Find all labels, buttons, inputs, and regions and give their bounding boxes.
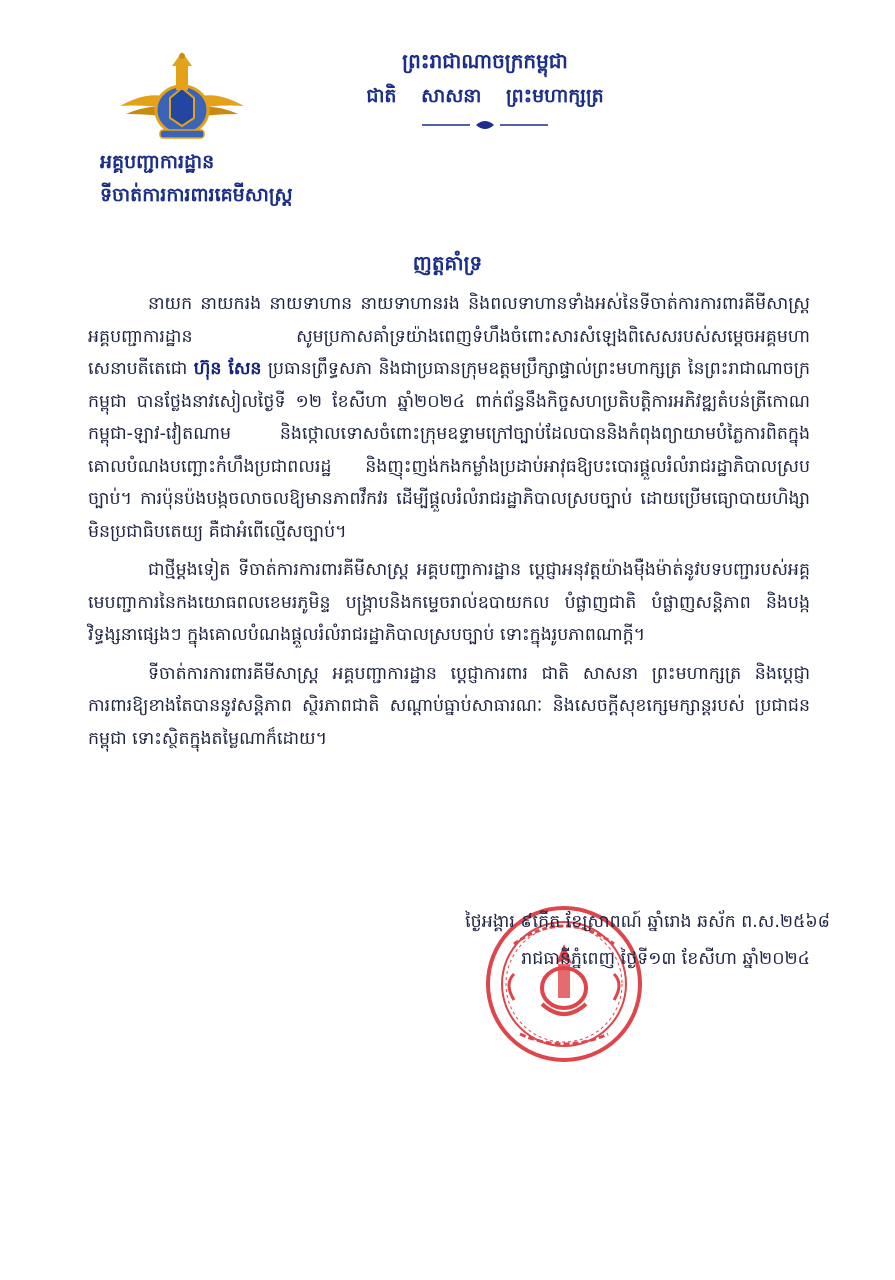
paragraph-3: ទីចាត់ការការពារគីមីសាស្ត្រ អគ្គបញ្ជាការដ្ឋាន ប្តេជ្ញាការពារ ជាតិ សាសនា ព្រះមហាក្សត្រ និងប្តេជ្ញាការពារឱ្យខាងតែបាននូវសន្តិភាព ស្ថិរភាពជាតិ សណ្តាប់ធ្នាប់សាធារណៈ និងសេចក្តីសុខក្សេមក្សាន្តរបស់ ប្រជាជនកម្ពុជា ទោះស្ថិតក្នុងតម្លៃណាក៏ដោយ។	[88, 663, 810, 749]
military-emblem-icon	[112, 48, 252, 144]
lunar-date: ថ្ងៃអង្គារ ៩កើត ខែស្រាពណ៍ ឆ្នាំរោង ឆស័ក ព.ស.២៥៦៨	[465, 912, 830, 932]
document-body	[88, 288, 810, 755]
paragraph-1: នាយក នាយករង នាយទាហាន នាយទាហានរង និងពលទាហានទាំងអស់នៃទីចាត់ការការពារគីមីសាស្ត្រ អគ្គបញ្ជាការដ្ឋាន សូមប្រកាសគាំទ្រយ៉ាងពេញទំហឹងចំពោះសារសំឡេងពិសេសរបស់សម្តេចអគ្គមហាសេនាបតីតេជោ ហ៊ុន សែន ប្រធានព្រឹទ្ធសភា និងជាប្រធានក្រុមឧត្តមប្រឹក្សាផ្ទាល់ព្រះមហាក្សត្រ នៃព្រះរាជាណាចក្រកម្ពុជា បានថ្លែងនាវសៀលថ្ងៃទី ១២ ខែសីហា ឆ្នាំ២០២៤ ពាក់ព័ន្ធនឹងកិច្ចសហប្រតិបត្តិការអភិវឌ្ឍតំបន់ត្រីកោណ កម្ពុជា-ឡាវ-វៀតណាម និងថ្កោលទោសចំពោះក្រុមឧទ្ទាមក្រៅច្បាប់ដែលបាននិងកំពុងព្យាយាមបំភ្លៃការពិតក្នុងគោលបំណងបញ្ឆោះកំហឹងប្រជាពលរដ្ឋ និងញុះញង់កងកម្លាំងប្រដាប់អាវុធឱ្យបះបោរផ្តួលរំលំរាជរដ្ឋាភិបាលស្របច្បាប់។ ការប៉ុនប៉ងបង្កចលាចលឱ្យមានភាពវឹកវរ ដើម្បីផ្តួលរំលំរាជរដ្ឋាភិបាលស្របច្បាប់ ដោយប្រើមធ្យោបាយហិង្សា មិនប្រជាធិបតេយ្យ គឺជាអំពើល្មើសច្បាប់។	[88, 294, 810, 542]
paragraph-2: ជាថ្មីម្តងទៀត ទីចាត់ការការពារគីមីសាស្ត្រ អគ្គបញ្ជាការដ្ឋាន ប្តេជ្ញាអនុវត្តយ៉ាងម៉ឺងម៉ាត់នូវបទបញ្ជារបស់អគ្គមេបញ្ជាការនៃកងយោធពលខេមរភូមិន្ទ បង្ក្រាបនិងកម្ទេចរាល់ឧបាយកល បំផ្លាញជាតិ បំផ្លាញសន្តិភាព និងបង្កវិទ្ធង្សនាផ្សេងៗ ក្នុងគោលបំណងផ្តួលរំលំរាជរដ្ឋាភិបាលស្របច្បាប់ ទោះក្នុងរូបភាពណាក្តី។	[88, 560, 810, 645]
solar-date: រាជធានីភ្នំពេញ ថ្ងៃទី១៣ ខែសីហា ឆ្នាំ២០២៤	[521, 949, 810, 969]
national-motto: ជាតិ សាសនា ព្រះមហាក្សត្រ	[366, 85, 604, 107]
kingdom-heading: ព្រះរាជាណាចក្រកម្ពុជា	[402, 49, 568, 73]
org-name-line1: អគ្គបញ្ជាការដ្ឋាន	[100, 151, 215, 173]
org-name-line2: ទីចាត់ការការពារគេមីសាស្ត្រ	[100, 184, 293, 206]
document-title: ញត្តគាំទ្រ	[412, 251, 483, 275]
leader-name: ហ៊ុន សែន	[193, 359, 262, 379]
ornament-divider	[420, 119, 550, 131]
